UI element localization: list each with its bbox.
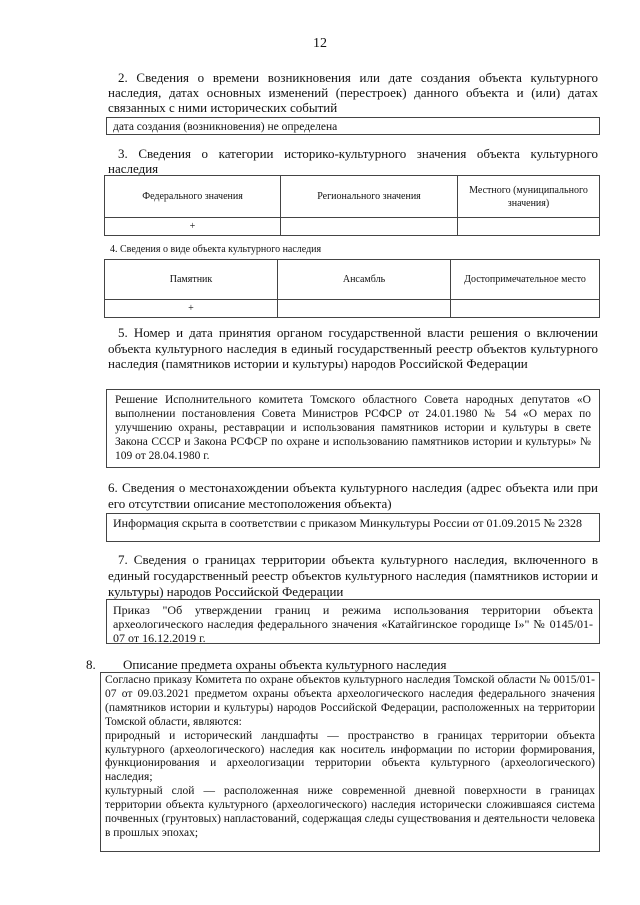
category-col-federal: Федерального значения [105,176,281,218]
section-2-value: дата создания (возникновения) не определена [106,117,600,135]
page-number: 12 [313,36,327,51]
section-8-paragraph-2: природный и исторический ландшафты — пространство в границах территории объекта культурного (археологического) наследия как носитель информации по истории формирования, функционирования и археологизации территории объекта культурного (археологического) наследия; [105,729,595,784]
category-mark-federal: + [105,218,281,236]
section-3-heading: 3. Сведения о категории историко-культурного значения объекта культурного наследия [108,146,598,176]
section-8-value [100,672,600,852]
section-8-paragraph-3: культурный слой — расположенная ниже современной дневной поверхности в границах территории объекта культурного (археологического) наследия исторически сложившаяся система почвенных (грунтовых) напластований, содержащая следы существования и деятельности человека в прошлых эпохах; [105,785,596,839]
type-table [104,259,600,318]
section-6-heading: 6. Сведения о местонахождении объекта культурного наследия (адрес объекта или при его отсутствии описание местоположения объекта) [108,480,598,511]
section-7-heading: 7. Сведения о границах территории объекта культурного наследия, включенного в единый государственный реестр объектов культурного наследия (памятников истории и культуры) народов Российской Федерации [108,552,598,599]
section-6-value: Информация скрыта в соответствии с приказом Минкультуры России от 01.09.2015 № 2328 [106,513,600,542]
category-col-regional: Регионального значения [281,176,458,218]
type-mark-monument: + [105,300,278,318]
category-mark-local [458,218,600,236]
section-8-number: 8. [86,657,96,672]
section-8-heading: Описание предмета охраны объекта культурного наследия [123,657,447,672]
type-col-monument: Памятник [105,260,278,300]
type-col-landmark: Достопримечательное место [451,260,600,300]
category-table [104,175,600,236]
section-2-heading: 2. Сведения о времени возникновения или дате создания объекта культурного наследия, датах основных изменений (перестроек) данного объекта и (или) датах связанных с ними исторических событий [108,70,598,115]
section-5-heading: 5. Номер и дата принятия органом государственной власти решения о включении объекта культурного наследия в единый государственный реестр объектов культурного наследия (памятников истории и культуры) народов Российской Федерации [108,325,598,371]
section-7-value: Приказ "Об утверждении границ и режима использования территории объекта археологического наследия федерального значения «Катайгинское городище I»" № 0145/01-07 от 16.12.2019 г. [106,599,600,644]
type-mark-ensemble [278,300,451,318]
section-5-value: Решение Исполнительного комитета Томского областного Совета народных депутатов «О выполнении постановления Совета Министров РСФСР от 24.01.1980 № 54 «О мерах по улучшению охраны, реставрации и использования памятников истории и культуры в свете Закона СССР и Закона РСФСР по охране и использованию памятников истории и культуры» № 109 от 28.04.1980 г. [106,389,600,468]
category-col-local: Местного (муниципального значения) [458,176,600,218]
type-mark-landmark [451,300,600,318]
type-col-ensemble: Ансамбль [278,260,451,300]
section-4-heading: 4. Сведения о виде объекта культурного наследия [110,244,322,255]
section-8-paragraph-1: Согласно приказу Комитета по охране объектов культурного наследия Томской области № 0015/01-07 от 09.03.2021 предметом охраны объекта археологического наследия федерального значения (памятников истории и культуры) народов Российской Федерации, расположенных на территории Томской области, являются: [105,674,595,728]
category-mark-regional [281,218,458,236]
